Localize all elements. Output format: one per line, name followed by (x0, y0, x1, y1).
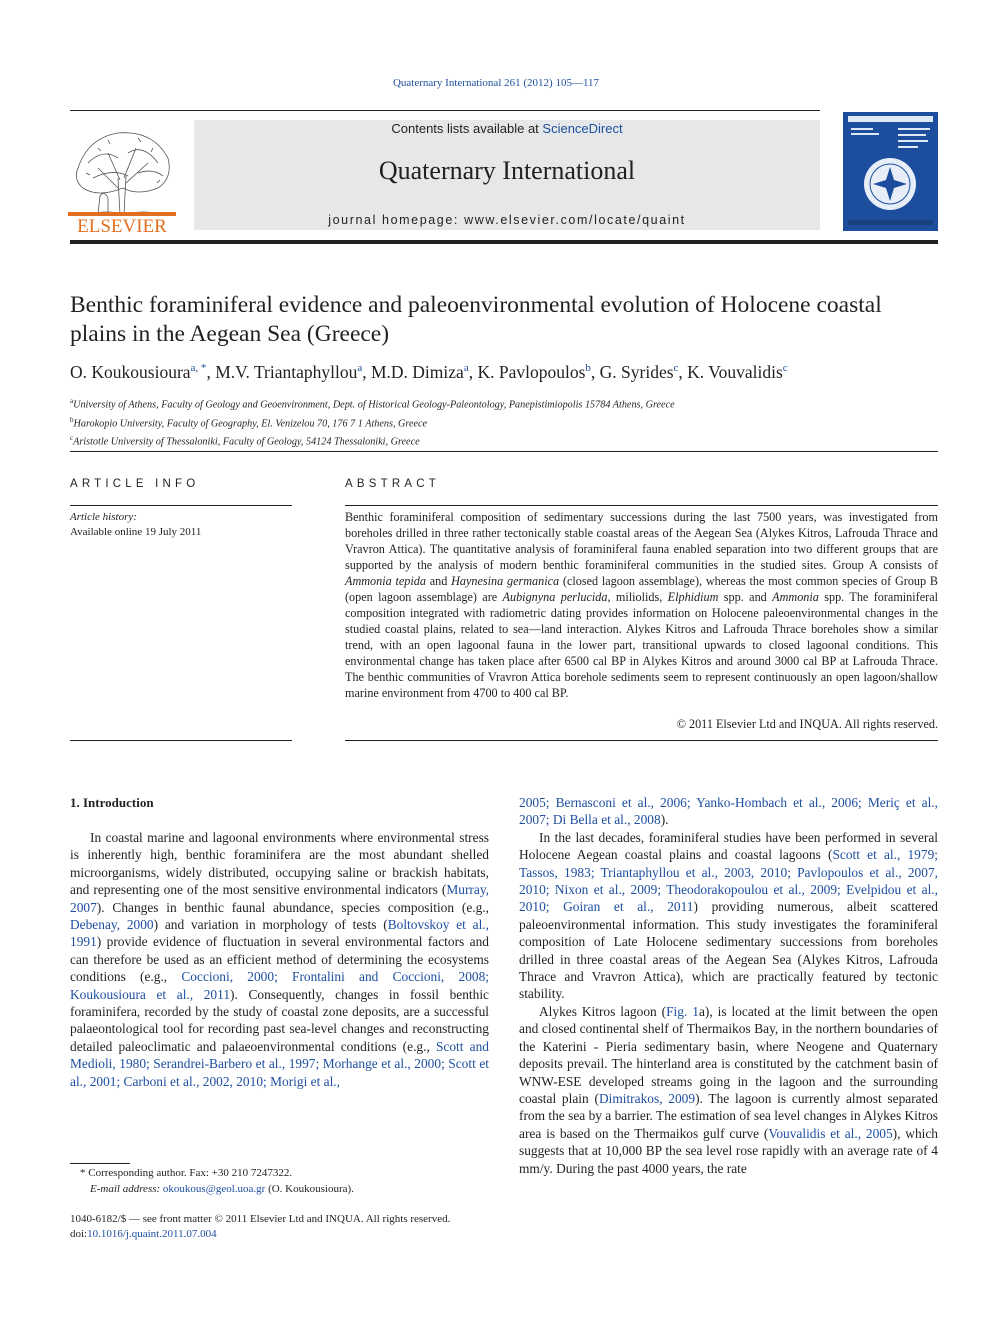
citation-link[interactable]: Dimitrakos, 2009 (598, 1090, 696, 1106)
affiliation-item (70, 431, 938, 450)
header-rule (70, 110, 820, 111)
email-suffix: (O. Koukousioura). (265, 1183, 354, 1195)
abstract-heading: ABSTRACT (345, 478, 440, 490)
corresponding-author-text: Corresponding author. Fax: +30 210 7247322. (88, 1167, 293, 1179)
citation-link[interactable]: Vouvalidis et al., 2005 (768, 1125, 893, 1141)
citation-link[interactable]: Scott et al., 1979; Tassos, 1983; Triantaphyllou et al., 2003, 2010; Pavlopoulos et al., 2007, 2010; Nixon et al., 2009; Theodorakopoulou et al., 2009; Evelpidou et al., 2010; Goiran et al., 2011 (519, 847, 938, 915)
body-column-right (519, 794, 938, 1177)
body-paragraph: Alykes Kitros lagoon (Fig. 1a), is located at the limit between the open and closed continental shelf of Thermaikos Bay, in the northern boundaries of the Katerini - Pieria sedimentary basin, where Neogene and Quaternary deposits prevail. The hinterland area is constituted by the catchment basin of WNW-ESE developed streams going in the lagoon and the surrounding coastal plain (Dimitrakos, 2009). The lagoon is currently almost separated from the sea by a barrier. The estimation of sea level changes in Alykes Kitros area is based on the Thermaikos gulf curve (Vouvalidis et al., 2005), which suggests that at 10,000 BP the sea level rose rapidly with an average rate of 4 mm/y. During the past 4000 years, the rate (519, 1003, 938, 1176)
homepage-prefix: journal homepage: (328, 213, 465, 227)
citation-link[interactable]: Murray, 2007 (70, 882, 489, 915)
author-name[interactable]: M.V. Triantaphyllou (215, 362, 358, 382)
author-name[interactable]: O. Koukousioura (70, 362, 191, 382)
email-link[interactable]: okoukous@geol.uoa.gr (162, 1183, 266, 1195)
author-name[interactable]: G. Syrides (599, 362, 674, 382)
elsevier-wordmark: ELSEVIER (77, 216, 167, 234)
author-affiliation-mark[interactable]: c (782, 362, 788, 375)
abstract-copyright: © 2011 Elsevier Ltd and INQUA. All rights reserved. (676, 717, 938, 731)
abstract-bottom-rule (345, 740, 938, 741)
author-name[interactable]: K. Vouvalidis (687, 362, 783, 382)
footnote (70, 1165, 489, 1197)
section-rule (70, 451, 938, 452)
journal-reference[interactable]: Quaternary International 261 (2012) 105—117 (392, 77, 600, 89)
journal-homepage (194, 213, 820, 227)
abstract-rule (345, 505, 938, 506)
elsevier-tree-icon (68, 118, 176, 234)
author-affiliation-mark[interactable]: a (357, 362, 363, 375)
introduction-heading: 1. Introduction (70, 795, 154, 810)
author-list: O. Koukousioura$^{a, *}$, M.V. Triantaphyllou$^a$, M.D. Dimiza$^a$, K. Pavlopoulos$^b$, G. Syrides$^c$, K. Vouvalidis$^c$ (70, 362, 788, 382)
journal-cover-thumbnail[interactable] (843, 112, 938, 231)
journal-cover-icon (843, 112, 938, 231)
body-column-left (70, 829, 489, 1090)
author-affiliation-mark[interactable]: a (463, 362, 469, 375)
author-name[interactable]: K. Pavlopoulos (477, 362, 586, 382)
body-paragraph: In the last decades, foraminiferal studies have been performed in several Holocene Aegean coastal plains and coastal lagoons (Scott et al., 1979; Tassos, 1983; Triantaphyllou et al., 2003, 2010; Pavlopoulos et al., 2007, 2010; Nixon et al., 2009; Theodorakopoulou et al., 2009; Evelpidou et al., 2010; Goiran et al., 2011) providing numerous, albeit scattered paleoenvironmental information. This study investigates the foraminiferal composition of Late Holocene sedimentary successions from boreholes drilled in three coastal areas of the Aegean Sea (Alykes Kitros, Lafrouda Thrace and Vravron Attica), which are practically featured by tectonic stability. (519, 829, 939, 1002)
doi-line (70, 1227, 570, 1242)
figure-link[interactable]: Fig. 1 (666, 1003, 699, 1019)
affiliation-item (70, 413, 938, 432)
doi-link[interactable]: 10.1016/j.quaint.2011.07.004 (87, 1227, 217, 1240)
citation-link[interactable]: Boltovskoy et al., 1991 (70, 917, 489, 950)
affiliation-mark: c (70, 434, 74, 443)
affiliation-mark: a (70, 397, 74, 405)
email-label: E-mail address: (90, 1183, 163, 1195)
citation-link[interactable]: Coccioni, 2000; Frontalini and Coccioni, 2008; Koukousioura et al., 2011 (70, 969, 489, 1002)
elsevier-logo[interactable] (68, 118, 176, 234)
affiliations (70, 394, 938, 450)
author-name[interactable]: M.D. Dimiza (370, 362, 464, 382)
article-info-heading: ARTICLE INFO (70, 478, 200, 490)
article-history (70, 510, 201, 540)
footnote-corresponding: * Corresponding author. Fax: +30 210 7247322. (80, 1167, 293, 1179)
citation-link[interactable]: Scott and Medioli, 1980; Serandrei-Barbero et al., 1997; Morhange et al., 2000; Scott et al., 2001; Carboni et al., 2002, 2010; Morigi et al., (70, 1038, 489, 1089)
author-affiliation-mark[interactable]: a, * (190, 362, 207, 375)
footnote-rule (70, 1163, 130, 1164)
homepage-link[interactable]: www.elsevier.com/locate/quaint (464, 213, 686, 227)
doi-label: doi: (70, 1227, 88, 1240)
author-affiliation-mark[interactable]: b (585, 362, 591, 375)
article-history-label: Article history: (70, 511, 137, 523)
article-history-value: Available online 19 July 2011 (70, 526, 202, 538)
citation-link[interactable]: 2005; Bernasconi et al., 2006; Yanko-Hombach et al., 2006; Meriç et al., 2007; Di Bella et al., 2008 (519, 795, 938, 828)
affiliation-text: University of Athens, Faculty of Geology and Geoenvironment, Dept. of Historical Geology-Paleontology, Panepistimiopolis 15784 Athens, Greece (73, 399, 675, 411)
affiliation-text: Harokopio University, Faculty of Geography, El. Venizelou 70, 176 7 1 Athens, Greece (73, 417, 428, 429)
contents-line (194, 121, 820, 136)
affiliation-item (70, 394, 938, 413)
affiliation-mark: b (70, 415, 74, 424)
footnote-email (70, 1181, 489, 1197)
citation-link[interactable]: Debenay, 2000 (70, 917, 154, 933)
issn-line: 1040-6182/$ — see front matter © 2011 Elsevier Ltd and INQUA. All rights reserved. (70, 1213, 451, 1225)
article-title: Benthic foraminiferal evidence and paleoenvironmental evolution of Holocene coastal plains in the Aegean Sea (Greece) (70, 292, 882, 347)
page-footer (70, 1212, 570, 1241)
sciencedirect-link[interactable]: ScienceDirect (542, 121, 623, 136)
article-info-bottom-rule (70, 740, 292, 741)
article-info-rule (70, 505, 292, 506)
author-affiliation-mark[interactable]: c (673, 362, 679, 375)
affiliation-text: Aristotle University of Thessaloniki, Faculty of Geology, 54124 Thessaloniki, Greece (73, 436, 420, 448)
journal-name: Quaternary International (378, 156, 636, 185)
header-thick-rule (70, 240, 938, 244)
abstract-body: Benthic foraminiferal composition of sedimentary successions during the last 7500 years, was investigated from boreholes drilled in three rather tectonically stable coastal areas of the Aegean Sea (Alykes Kitros, Lafrouda Thrace and Vravron Attica). The quantitative analysis of foraminiferal fauna enabled separation into two different groups that are supported by the analysis of modern benthic foraminiferal communities in the studied sites. Group A consists of Ammonia tepida and Haynesina germanica (closed lagoon assemblage), whereas the most common species of Group B (open lagoon assemblage) are Aubignyna perlucida, miliolids, Elphidium spp. and Ammonia spp. The foraminiferal composition integrated with radiometric dating provides information on Holocene paleoenvironmental changes in the studied coastal plains, related to sea—land interaction. Alykes Kitros and Lafrouda Thrace boreholes show a similar trend, with an open lagoonal fauna in the lower part, transitional upwards to closed lagoonal conditions. This environmental change has taken place after 6500 cal BP in Alykes Kitros and around 3000 cal BP at Lafrouda Thrace. The benthic communities of Vravron Attica borehole sediments seem to represent continuously an open lagoon/shallow marine environment from 4700 to 400 cal BP. (345, 510, 938, 700)
body-paragraph: 2005; Bernasconi et al., 2006; Yanko-Hombach et al., 2006; Meriç et al., 2007; Di Bella et al., 2008). (519, 795, 938, 828)
contents-prefix: Contents lists available at (391, 121, 543, 136)
body-paragraph: In coastal marine and lagoonal environments where environmental stress is inherently high, benthic foraminifera are the most abundant shelled microorganisms, widely distributed, occupying saline or brackish habitats, and representing one of the most sensitive environmental indicators (Murray, 2007). Changes in benthic faunal abundance, species composition (e.g., Debenay, 2000) and variation in morphology of tests (Boltovskoy et al., 1991) provide evidence of fluctuation in several environmental factors and can therefore be used as an efficient method of determining the ecosystems conditions (e.g., Coccioni, 2000; Frontalini and Coccioni, 2008; Koukousioura et al., 2011). Consequently, changes in fossil benthic foraminifera, recorded by the study of coastal zone deposits, are a successful palaeontological tool for recording past sea-level changes and reconstructing detailed paleoclimatic and palaeoenvironmental conditions (e.g., Scott and Medioli, 1980; Serandrei-Barbero et al., 1997; Morhange et al., 2000; Scott et al., 2001; Carboni et al., 2002, 2010; Morigi et al., (70, 830, 489, 1089)
